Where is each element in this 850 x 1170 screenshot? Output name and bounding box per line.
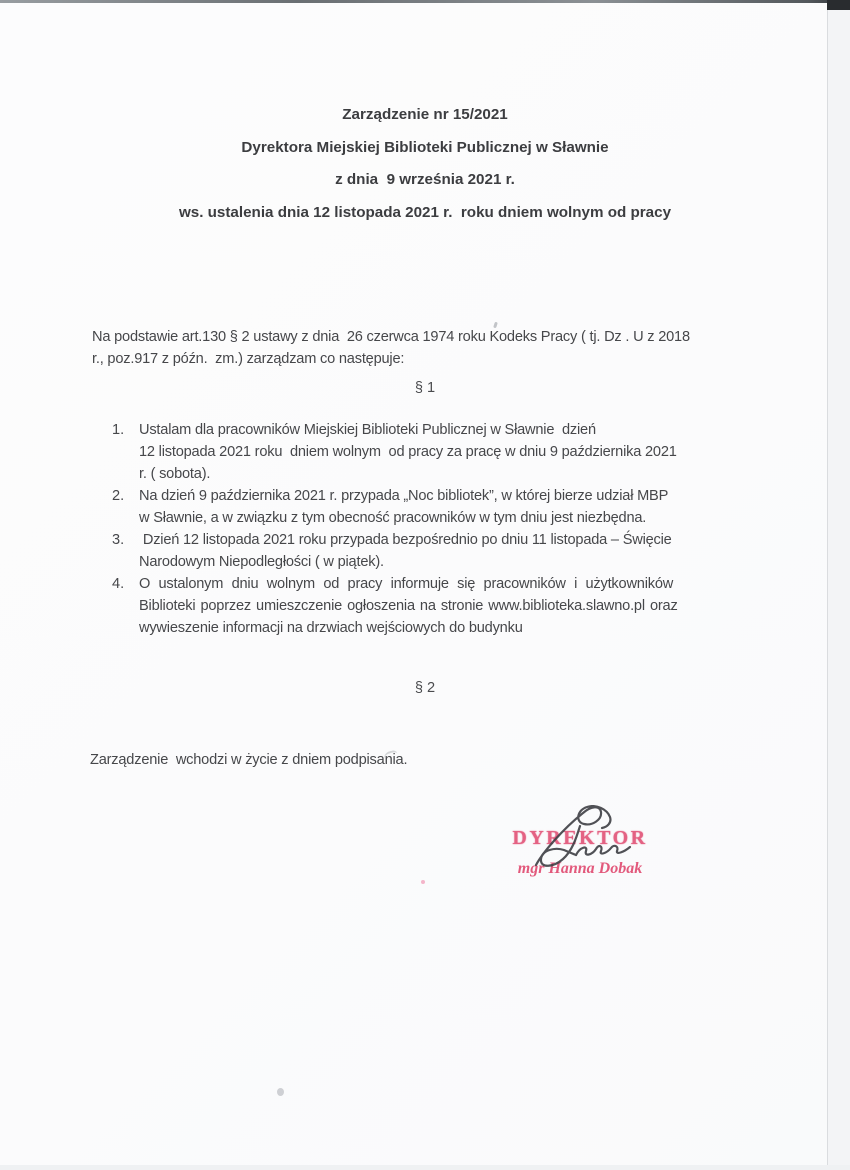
list-item-line: r. ( sobota). xyxy=(139,466,211,482)
director-stamp-title: DYREKTOR xyxy=(512,827,648,849)
list-item-line: Dzień 12 listopada 2021 roku przypada bezpośrednio po dniu 11 listopada – Święcie xyxy=(139,532,672,548)
ordered-list xyxy=(92,419,792,639)
list-item-text xyxy=(139,573,792,639)
list-item-text xyxy=(139,485,792,529)
legal-basis-paragraph xyxy=(92,326,782,370)
document-subject: ws. ustalenia dnia 12 listopada 2021 r. roku dniem wolnym od pracy xyxy=(178,203,672,221)
list-item-1 xyxy=(92,419,792,485)
list-item-2 xyxy=(92,485,792,529)
closing-line: Zarządzenie wchodzi w życie z dniem podpisania. xyxy=(90,752,408,768)
list-item-text xyxy=(139,419,792,485)
section-2-mark: § 2 xyxy=(414,680,436,696)
list-item-4 xyxy=(92,573,792,639)
section-1-mark: § 1 xyxy=(414,380,436,396)
document-title-block xyxy=(85,99,765,229)
list-item-number: 3. xyxy=(112,532,125,548)
document-issuer: Dyrektora Miejskiej Biblioteki Publicznej w Sławnie xyxy=(241,138,609,156)
document-date: z dnia 9 września 2021 r. xyxy=(335,171,515,188)
list-item-line: O ustalonym dniu wolnym od pracy informuje się pracowników i użytkowników xyxy=(139,576,674,592)
list-item-number: 1. xyxy=(112,422,125,438)
director-stamp-name: mgr Hanna Dobak xyxy=(517,860,643,877)
closing-clause xyxy=(90,749,690,771)
list-item-line: wywieszenie informacji na drzwiach wejściowych do budynku xyxy=(139,620,523,636)
scan-speck xyxy=(421,880,425,884)
scan-corner-mark xyxy=(827,0,850,10)
list-item-line: Biblioteki poprzez umieszczenie ogłoszenia na stronie www.biblioteka.slawno.pl oraz xyxy=(139,598,678,614)
scan-edge-top xyxy=(0,0,850,3)
paragraph-line: r., poz.917 z późn. zm.) zarządzam co następuje: xyxy=(92,351,405,367)
list-item-line: Ustalam dla pracowników Miejskiej Biblioteki Publicznej w Sławnie dzień xyxy=(139,422,596,438)
list-item-line: w Sławnie, a w związku z tym obecność pracowników w tym dniu jest niezbędna. xyxy=(139,510,647,526)
list-item-line: 12 listopada 2021 roku dniem wolnym od pracy za pracę w dniu 9 października 2021 xyxy=(139,444,677,460)
scan-edge-right xyxy=(827,0,850,1170)
list-item-number: 2. xyxy=(112,488,125,504)
list-item-3 xyxy=(92,529,792,573)
document-title: Zarządzenie nr 15/2021 xyxy=(342,106,508,123)
signature-block xyxy=(499,826,661,878)
list-item-number: 4. xyxy=(112,576,125,592)
paragraph-line: Na podstawie art.130 § 2 ustawy z dnia 26 czerwca 1974 roku Kodeks Pracy ( tj. Dz . U z 2018 xyxy=(92,329,690,345)
scan-speck xyxy=(277,1088,284,1096)
list-item-line: Na dzień 9 października 2021 r. przypada „Noc bibliotek”, w której bierze udział MBP xyxy=(139,488,669,504)
list-item-text xyxy=(139,529,792,573)
list-item-line: Narodowym Niepodległości ( w piątek). xyxy=(139,554,384,570)
scan-edge-bottom xyxy=(0,1165,850,1170)
